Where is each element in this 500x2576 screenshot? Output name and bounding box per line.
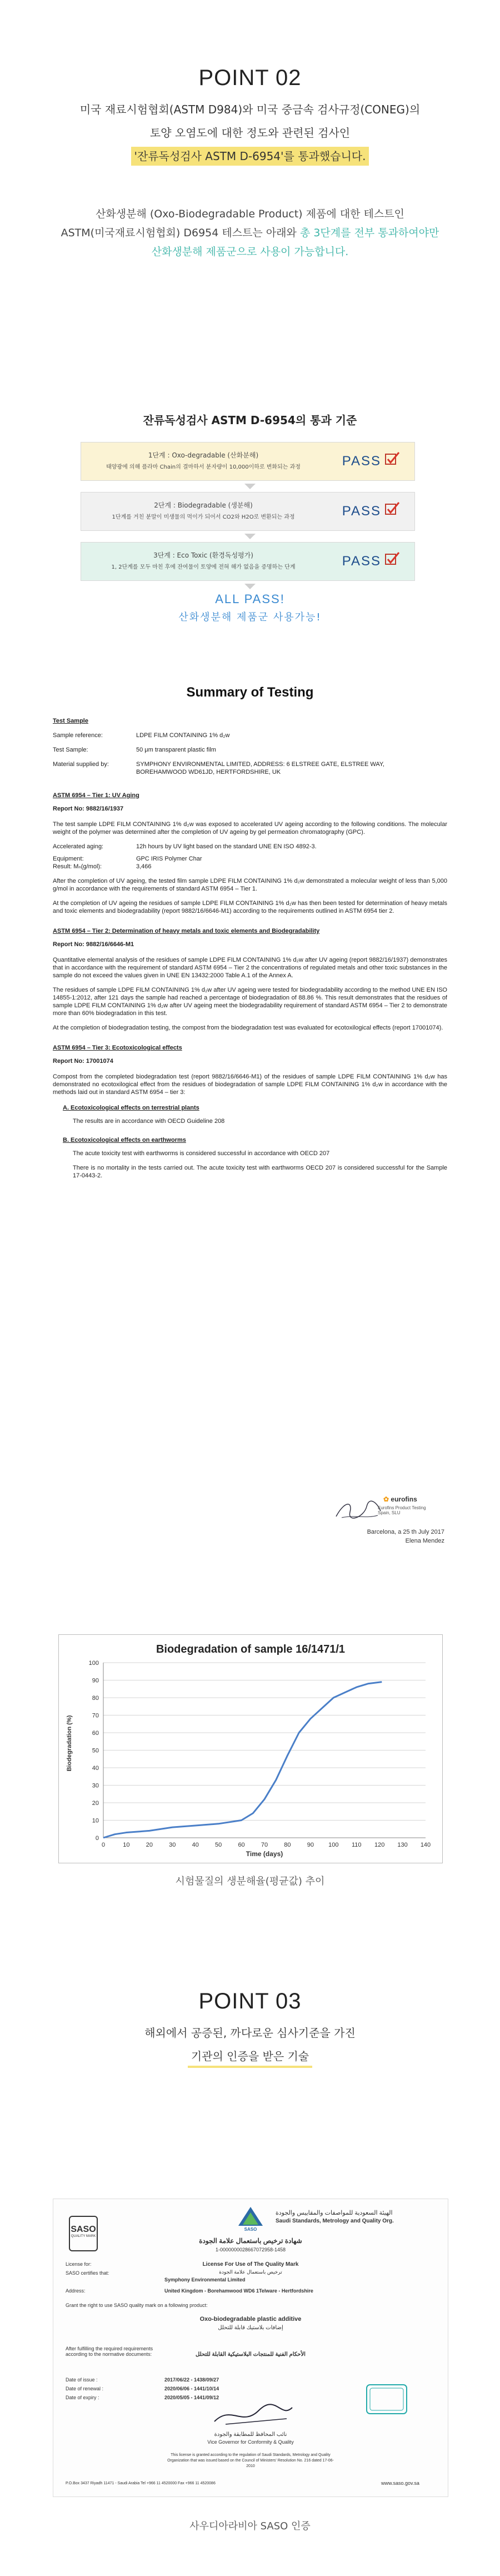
license-en: License For Use of The Quality Mark xyxy=(202,2261,299,2267)
x-tick-label: 130 xyxy=(397,1842,408,1848)
address-value: United Kingdom - Borehamwood WD6 1Telware - Hertfordshire xyxy=(164,2288,313,2294)
tier3-subheading-b: B. Ecotoxicological effects on earthworms xyxy=(63,1137,186,1143)
down-arrow-icon xyxy=(244,484,256,489)
tier3-text-b: There is no mortality in the tests carried out. The acute toxicity test with earthworms OECD 207 is considered successful for the Sample 17-0443-2. xyxy=(73,1165,447,1179)
eurofins-logo: ✿ eurofins xyxy=(383,1495,417,1503)
date-issue: 2017/06/22 - 1438/09/27 xyxy=(164,2377,219,2383)
tier2-paragraph: At the completion of biodegradation testing, the compost from the biodegradation test was evaluated for ecotoxilogical effects (report 17001074). xyxy=(53,1025,443,1031)
chart-svg xyxy=(59,1635,442,1863)
tier3-text-b: The acute toxicity test with earthworms is considered successful in accordance with OECD 207 xyxy=(73,1150,330,1157)
desc-line3: 산화생분해 제품군으로 사용이 가능합니다. xyxy=(151,246,349,258)
point02-headline xyxy=(0,100,500,166)
step-1 xyxy=(81,442,415,481)
sample-row: Test Sample: 50 μm transparent plastic film xyxy=(53,747,216,753)
y-tick-label: 0 xyxy=(95,1835,99,1842)
vice-governor-en: Vice Governor for Conformity & Quality xyxy=(207,2439,294,2445)
grant-text: Grant the right to use SASO quality mark on a following product: xyxy=(66,2303,208,2308)
tier3-title: ASTM 6954 – Tier 3: Ecotoxicological effects xyxy=(53,1045,182,1051)
x-tick-label: 120 xyxy=(374,1842,385,1848)
point02-title: POINT 02 xyxy=(198,66,302,90)
desc-line2: ASTM(미국재료시험협회) D6954 테스트는 아래와 총 3단계를 전부 통과하여야만 xyxy=(61,227,439,239)
signer-name: Elena Mendez xyxy=(405,1538,444,1544)
step-2 xyxy=(81,492,415,531)
cert-caption: 사우디아라비아 SASO 인증 xyxy=(189,2520,311,2532)
svg-text:SASO: SASO xyxy=(244,2227,257,2231)
tier2-paragraph: The residues of sample LDPE FILM CONTAINING 1% d₂w after UV ageing were tested for biodegradability according to the method UNE EN ISO 14855-1:2012, after 121 days the sample had reached a percentage of biodegradation of 88.86 %. This result demonstrates that the residues of sample LDPE FILM CONTAINING 1% d₂w after UV ageing meet the biodegradability requirement of standard ASTM 6954 – Tier 2 to demonstrate more than 60% biodegradation in this test. xyxy=(53,987,447,1017)
step-2-title: 2단계 : Biodegradable (생분해) xyxy=(154,501,253,509)
sample-row: Sample reference: LDPE FILM CONTAINING 1% d₂w xyxy=(53,732,230,739)
chart-caption: 시험물질의 생분해율(평균값) 추이 xyxy=(175,1876,325,1887)
point03-line1: 해외에서 공증된, 까다로운 심사기준을 가진 xyxy=(144,2026,356,2040)
x-tick-label: 90 xyxy=(307,1842,314,1848)
desc-line1: 산화생분해 (Oxo-Biodegradable Product) 제품에 대한 테스트인 xyxy=(96,208,404,220)
tier2-title: ASTM 6954 – Tier 2: Determination of heavy metals and toxic elements and Biodegradability xyxy=(53,928,320,934)
x-tick-label: 80 xyxy=(284,1842,291,1848)
vice-governor-signature xyxy=(209,2402,298,2430)
saso-quality-mark-logo: SASO QUALITY MARK xyxy=(69,2216,98,2251)
vice-governor-ar: نائب المحافظ للمطابقة والجودة xyxy=(214,2431,287,2438)
x-tick-label: 40 xyxy=(192,1842,199,1848)
sample-row: Material supplied by: SYMPHONY ENVIRONMENTAL LIMITED, ADDRESS: 6 ELSTREE GATE, ELSTREE WAY, BOREHAMWOOD WD61JD, HERTFORDSHIRE, UK xyxy=(53,761,384,775)
down-arrow-icon xyxy=(244,534,256,539)
step-2-pass: PASS xyxy=(342,504,381,519)
biodegradation-chart xyxy=(58,1634,443,1863)
x-tick-label: 70 xyxy=(261,1842,268,1848)
x-tick-label: 0 xyxy=(101,1842,106,1848)
chart-title: Biodegradation of sample 16/1471/1 xyxy=(156,1643,346,1655)
date-expiry-label: Date of expiry : xyxy=(66,2395,99,2400)
place-date: Barcelona, a 25 th July 2017 xyxy=(367,1529,444,1535)
point02-line2: 토양 오염도에 대한 정도와 관련된 검사인 xyxy=(149,126,351,140)
x-tick-label: 100 xyxy=(328,1842,339,1848)
eurofins-logo-icon: ✿ xyxy=(383,1495,389,1503)
y-tick-label: 50 xyxy=(92,1747,99,1754)
y-tick-label: 40 xyxy=(92,1765,99,1772)
y-tick-label: 30 xyxy=(92,1782,99,1789)
tier1-paragraph: The test sample LDPE FILM CONTAINING 1% d₂w was exposed to accelerated UV ageing according to the following conditions. The molecular weight of the polymer was determined after the completion of UV ageing by gel permeation chromatography (GPC). xyxy=(53,821,447,836)
y-tick-label: 80 xyxy=(92,1695,99,1702)
date-expiry: 2020/05/05 - 1441/09/12 xyxy=(164,2395,219,2400)
tier2-paragraph: Quantitative elemental analysis of the residues of sample LDPE FILM CONTAINING 1% d₂w after UV ageing (report 9882/16/1937) demonstrates that in accordance with the requirement of standard ASTM 6954 – Tier 2 the concentrations of regulated metals and other toxic substances in the sample do not exceed the values given in UNE EN 13432:2000 Table A.1 of the Annex A. xyxy=(53,957,447,979)
point02-line3: '잔류독성검사 ASTM D-6954'를 통과했습니다. xyxy=(131,147,369,166)
tier1-report: Report No: 9882/16/1937 xyxy=(53,805,124,812)
y-tick-label: 90 xyxy=(92,1677,99,1684)
tier3-report: Report No: 17001074 xyxy=(53,1058,113,1065)
norm-document: الأحكام الفنية للمنتجات البلاستيكية القابلة للتحلل xyxy=(196,2351,306,2358)
point02-description xyxy=(0,205,500,261)
check-icon xyxy=(384,500,401,517)
saso-logo-icon xyxy=(234,2206,267,2231)
criteria-title: 잔류독성검사 ASTM D-6954의 통과 기준 xyxy=(143,414,357,427)
chart-xlabel: Time (days) xyxy=(246,1850,283,1858)
license-for-label: License for: xyxy=(66,2261,92,2267)
org-name-ar: الهيئة السعودية للمواصفات والمقاييس والجودة xyxy=(276,2210,393,2216)
date-issue-label: Date of issue : xyxy=(66,2377,98,2383)
cert-website: www.saso.gov.sa xyxy=(381,2480,419,2486)
all-pass-sub: 산화생분해 제품군 사용가능! xyxy=(178,611,322,623)
y-tick-label: 10 xyxy=(92,1817,99,1824)
all-pass: ALL PASS! xyxy=(215,592,285,606)
cert-number: 1-0000000028667072958-1458 xyxy=(215,2247,286,2252)
x-tick-label: 20 xyxy=(146,1842,153,1848)
step-1-pass: PASS xyxy=(342,454,381,469)
step-3-title: 3단계 : Eco Toxic (환경독성평가) xyxy=(153,551,253,559)
check-icon xyxy=(384,550,401,567)
cert-title-ar: شهادة ترخيص باستعمال علامة الجودة xyxy=(199,2237,302,2245)
saso-certifies-label: SASO certifies that: xyxy=(66,2270,109,2276)
down-arrow-icon xyxy=(244,584,256,589)
license-holder: Symphony Environmental Limited xyxy=(164,2277,246,2282)
point03-line2: 기관의 인증을 받은 기술 xyxy=(188,2047,312,2068)
step-1-desc: 태양광에 의해 플라마 Chain의 결마하서 분자량이 10,000이하로 변화되는 과정 xyxy=(106,464,301,470)
x-tick-label: 30 xyxy=(169,1842,176,1848)
x-tick-label: 10 xyxy=(123,1842,130,1848)
step-1-title: 1단계 : Oxo-degradable (산화분해) xyxy=(148,451,259,459)
step-2-desc: 1단계를 거친 분말이 미생물의 먹이가 되어서 CO2와 H2O로 변환되는 과정 xyxy=(112,514,295,520)
cert-footer-contact: P.O.Box 3437 Riyadh 11471 - Saudi Arabia Tel +966 11 4520000 Fax +966 11 4520086 xyxy=(66,2481,216,2485)
tier1-title: ASTM 6954 – Tier 1: UV Aging xyxy=(53,792,139,799)
tier3-text-a: The results are in accordance with OECD Guideline 208 xyxy=(73,1118,225,1125)
check-icon xyxy=(384,450,401,467)
summary-document xyxy=(53,717,447,1180)
license-note: This license is granted according to the regulation of Saudi Standards, Metrology and Quality Organization that was issued based on the Council of Ministers' Resolution No. 216 dated 17-06-2010 xyxy=(167,2453,334,2468)
tier1-paragraph: After the completion of UV ageing, the tested film sample LDPE FILM CONTAINING 1% d₂w demonstrated a molecular weight of less than 5,000 g/mol in accordance with the requirements of standard ASTM 6954 – Tier 1. xyxy=(53,878,447,892)
chart-ylabel: Biodegradation (%) xyxy=(66,1715,73,1772)
x-tick-label: 60 xyxy=(238,1842,245,1848)
tier1-paragraph: At the completion of UV ageing the residues of sample LDPE FILM CONTAINING 1% d₂w has then been tested for determination of heavy metals and toxic elements and biodegradability (report 9882/16/6646-M1) according to the requirements outlined in ASTM 6954 tier 2. xyxy=(53,900,447,914)
after-text: After fulfilling the required requirements according to the normative documents: xyxy=(66,2346,153,2357)
tier3-subheading-a: A. Ecotoxicological effects on terrestrial plants xyxy=(63,1105,199,1111)
org-name-en: Saudi Standards, Metrology and Quality Org. xyxy=(276,2218,394,2224)
y-tick-label: 60 xyxy=(92,1730,99,1737)
point02-line1: 미국 재료시험협회(ASTM D984)와 미국 중금속 검사규정(CONEG)의 xyxy=(79,103,421,116)
license-ar: ترخيص باستعمال علامة الجودة xyxy=(219,2269,282,2275)
product-name: Oxo-biodegradable plastic additive xyxy=(199,2316,302,2323)
saso-certificate xyxy=(53,2199,448,2497)
point03-headline xyxy=(0,2023,500,2068)
condition-row: Accelerated aging: 12h hours by UV light based on the standard UNE EN ISO 4892-3. xyxy=(53,843,317,850)
step-3 xyxy=(81,542,415,581)
tier2-report: Report No: 9882/16/6646-M1 xyxy=(53,941,134,948)
date-renewal-label: Date of renewal : xyxy=(66,2386,104,2391)
test-sample-label: Test Sample xyxy=(53,718,88,724)
x-tick-label: 50 xyxy=(215,1842,222,1848)
step-3-desc: 1, 2단계를 모두 마친 후에 잔여물이 토양에 전혀 해가 없음을 증명하는 단계 xyxy=(111,564,296,570)
series-line xyxy=(103,1682,382,1838)
summary-heading: Summary of Testing xyxy=(186,685,314,700)
tier3-paragraph: Compost from the completed biodegradation test (report 9882/16/6646-M1) of the residues of sample LDPE FILM CONTAINING 1% d₂w has demonstrated no ecotoxilogical effect from the residues of biodegradation of sample LDPE FILM CONTAINING 1% d₂w in accordance with the methods laid out in standard ASTM 6954 – tier 3: xyxy=(53,1073,447,1096)
y-tick-label: 70 xyxy=(92,1712,99,1719)
x-tick-label: 140 xyxy=(420,1842,431,1848)
eurofins-sub: Eurofins Product Testing Spain, SLU xyxy=(378,1505,426,1515)
date-renewal: 2020/06/06 - 1441/10/14 xyxy=(164,2386,219,2391)
y-tick-label: 20 xyxy=(92,1800,99,1807)
official-stamp xyxy=(364,2383,409,2416)
y-tick-label: 100 xyxy=(88,1660,99,1667)
product-name-ar: إضافات بلاستيك قابلة للتحلل xyxy=(218,2325,283,2331)
signature-image xyxy=(333,1495,383,1523)
x-tick-label: 110 xyxy=(351,1842,362,1848)
address-label: Address: xyxy=(66,2288,86,2294)
condition-row: Result: Mₙ(g/mol): 3,466 xyxy=(53,863,152,870)
step-3-pass: PASS xyxy=(342,554,381,569)
point03-title: POINT 03 xyxy=(198,1989,302,2013)
condition-row: Equipment: GPC IRIS Polymer Char xyxy=(53,856,202,862)
